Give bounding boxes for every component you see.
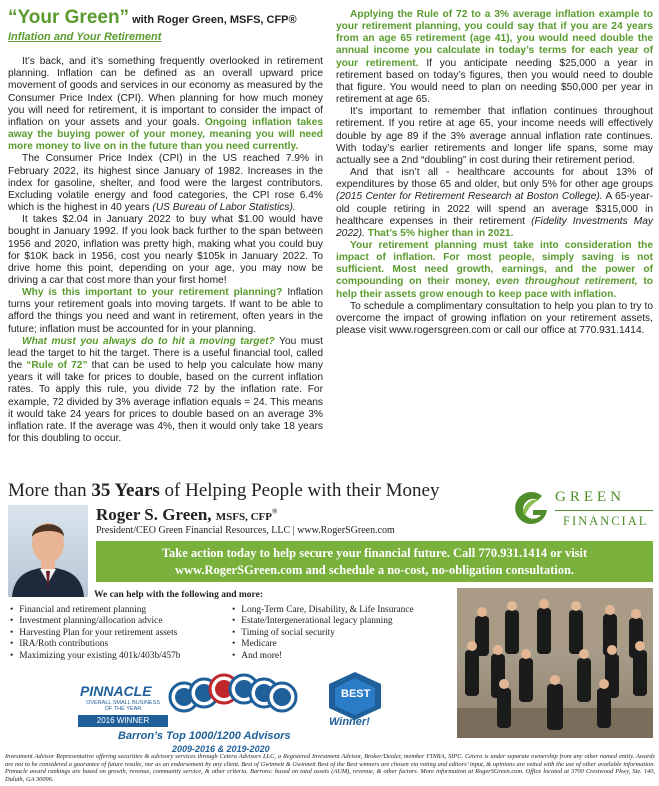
paragraph-4-question: Why is this important to your retirement planning? — [22, 287, 283, 299]
barrons-line: Barron’s Top 1000/1200 Advisors — [118, 730, 291, 742]
services-list-left — [10, 605, 181, 662]
paragraph-5 — [8, 336, 323, 445]
ad-headline-years: 35 Years — [91, 480, 160, 501]
disclaimer: Investment Advisor Representative offering securities & advisory services through Cetera Advisors LLC, a Registered Investment Advisor, Broker/Dealer, member FINRA, SIPC. Cetera is under separate ownership from any other named entity. Awards are not to be considered a guarantee of future results, nor as an endorsement by any client. Best of Gwinnett & Gwinnett Best of the Best winners are chosen via voting and editors’ input, & opinions are vetted with the use of other available information. Pinnacle award rankings are based on growth, revenue, community service, & other criteria. Barrons: based on total assets (AUM), revenue, & other factors. More information at RogerSGreen.com. Office located at 3700 Crestwood Pkwy, Ste. 140, Duluth, GA 30096. — [5, 753, 655, 783]
service-item: • Maximizing your existing 401k/403b/457b — [10, 651, 181, 662]
contact-credentials-mark: ® — [272, 507, 278, 516]
pinnacle-bar: 2016 WINNER — [78, 715, 168, 727]
services-heading: We can help with the following and more: — [94, 590, 263, 600]
paragraph-8 — [336, 167, 653, 240]
rule-of-72: “Rule of 72” — [26, 360, 88, 372]
article-subtitle: Inflation and Your Retirement — [8, 31, 162, 43]
paragraph-1 — [8, 56, 323, 153]
paragraph-3: It takes $2.04 in January 2022 to buy what $1.00 would have bought in January 1992. If you look back further to the span between 1956 and 2020, inflation was pretty high, making what you could buy for $10K back in 1956, cost you nearly $105k in January 2022. To drive home this point, depending on your age, you may now be driving a car that cost more than your first home! — [8, 214, 323, 286]
paragraph-2 — [8, 153, 323, 214]
paragraph-8-source-1: (2015 Center for Retirement Research at Boston College). — [336, 191, 603, 203]
best-badge-text: BEST — [341, 688, 371, 700]
paragraph-4 — [8, 287, 323, 336]
service-item: • Estate/Intergenerational legacy planning — [232, 616, 414, 627]
headshot-photo — [8, 505, 88, 597]
contact-name — [96, 505, 277, 525]
paragraph-6-highlight: Applying the Rule of 72 to a 3% average inflation example to your retirement planning, you could say that if you are 24 years from an age 65 retirement (age 41), you would need double the annual income you calculate in today’s terms for each year of your retirement. — [336, 9, 653, 69]
paragraph-8-text-a: And that isn’t all - healthcare accounts for about 13% of expenditures by those 65 and older, but only 5% for other age groups — [336, 167, 653, 191]
ad-headline-a: More than — [8, 480, 87, 501]
service-item: • And more! — [232, 651, 414, 662]
article-title: “Your Green” — [8, 7, 130, 28]
paragraph-8-text-b: A 65-year-old couple retiring in 2022 will spend an average $315,000 in healthcare expenses in their retirement — [336, 191, 653, 227]
cta-banner — [96, 541, 653, 582]
pinnacle-award-badge — [78, 680, 168, 728]
paragraph-6-text: If you anticipate needing $25,000 a year in retirement based on today’s figures, then you would need to double that figure. You would need to plan on needing $50,000 per year in retirement at age 65. — [336, 57, 653, 106]
pinnacle-word: PINNACLE — [80, 683, 152, 699]
ad-headline — [8, 480, 439, 502]
green-financial-logo — [511, 488, 653, 534]
service-item: • IRA/Roth contributions — [10, 639, 181, 650]
service-item: • Timing of social security — [232, 628, 414, 639]
logo-divider — [555, 510, 653, 511]
article-right-column — [336, 9, 653, 337]
barrons-years: 2009-2016 & 2019-2020 — [172, 744, 270, 754]
paragraph-5-text-a: You must lead the target to hit the target. There is a useful financial tool, called the — [8, 335, 323, 372]
article-byline: with Roger Green, MSFS, CFP® — [132, 14, 297, 26]
paragraph-10: To schedule a complimentary consultation to help you plan to try to overcome the impact of growing inflation on your retirement assets, please visit www.rogersgreen.com or call our office at 770.931.1414. — [336, 300, 653, 337]
cta-banner-line1: Take action today to help secure your financial future. Call 770.931.1414 or visit — [161, 546, 588, 560]
paragraph-5-text-b: that can be used to help you calculate how many years it will take for prices to double, based on the current inflation rates. To apply this rule, you divide 72 by the inflation rate. For example, 72 divided by 3% average inflation equals = 24. This means it would take 24 years for prices to double based on an average 3% inflation rate. If the average was 4%, then it would only take 18 years for this doubling to occur. — [8, 360, 323, 444]
contact-title: President/CEO Green Financial Resources, LLC | www.RogerSGreen.com — [96, 525, 395, 536]
services-list-right — [232, 605, 414, 662]
service-item: • Harvesting Plan for your retirement assets — [10, 628, 181, 639]
contact-credentials: MSFS, CFP — [215, 511, 273, 523]
paragraph-9 — [336, 240, 653, 301]
paragraph-1-text: It’s back, and it’s something frequently overlooked in retirement planning. Inflation can be defined as an overall upward price movement of goods and services in our economy as measured by the Consumer Price Index (CPI). When planning for how much money you will need for retirement, it is important to consider the impact of inflation on your assets and your goals. — [8, 56, 323, 128]
paragraph-5-question: What must you always do to hit a moving target? — [22, 335, 275, 347]
service-item: • Financial and retirement planning — [10, 605, 181, 616]
service-item: • Long-Term Care, Disability, & Life Insurance — [232, 605, 414, 616]
paragraph-4-text: Inflation turns your retirement goals into moving targets. If want to be able to afford the things you need and want in retirement, often years in the future; inflation must be accounted for in your planning. — [8, 287, 323, 335]
best-of-gwinnett-badge — [323, 670, 387, 732]
team-group-photo — [457, 588, 653, 738]
person-portrait-icon — [8, 505, 88, 597]
pinnacle-sub: OVERALL SMALL BUSINESS OF THE YEAR — [86, 700, 160, 712]
paragraph-9-highlight-italic: even throughout retirement, — [495, 276, 638, 288]
paragraph-1-highlight: Ongoing inflation takes away the buying power of your money, meaning you will need more money to live on in the future than you need currently. — [8, 116, 323, 153]
paragraph-7: It’s important to remember that inflation continues throughout retirement. If you retire at age 65, your income needs will effectively double by age 89 if the 3% average annual inflation rate continues. With today’s earlier retirements and longer life spans, some may actually see a 2nd “doubling” in cost during their retirement period. — [336, 106, 653, 166]
ad-headline-c: of Helping People with their Money — [164, 480, 440, 501]
paragraph-2-text: The Consumer Price Index (CPI) in the US reached 7.9% in February 2022, its highest since January of 1982. Increases in the index for gasoline, shelter, and food were the largest contributors. Excluding volatile energy and food categories, the CPI rose 6.4% which is the highest in 40 years — [8, 153, 323, 214]
contact-name-text: Roger S. Green, — [96, 505, 212, 524]
article-header — [8, 8, 323, 31]
best-winner-text: Winner! — [329, 716, 370, 728]
g-leaf-icon — [511, 488, 551, 528]
paragraph-9-highlight-b: to help their assets grow enough to keep pace with inflation. — [336, 276, 653, 300]
paragraph-2-source: (US Bureau of Labor Statistics). — [152, 202, 296, 214]
paragraph-6 — [336, 9, 653, 106]
paragraph-8-highlight: That’s 5% higher than in 2021. — [367, 227, 514, 239]
team-photo-icon — [457, 588, 653, 738]
logo-sub: FINANCIAL — [563, 514, 649, 528]
cta-banner-line2: www.RogerSGreen.com and schedule a no-cost, no-obligation consultation. — [174, 563, 575, 577]
article-left-column — [8, 8, 323, 445]
service-item: • Medicare — [232, 639, 414, 650]
paragraph-8-source-2: (Fidelity Investments May 2022). — [336, 215, 653, 239]
paragraph-9-highlight-a: Your retirement planning must take into consideration the impact of inflation. For most people, simply saving is not sufficient. Most need growth, earnings, and the power of compounding on their money, — [336, 239, 653, 288]
logo-word: GREEN — [555, 489, 625, 505]
service-item: • Investment planning/allocation advice — [10, 616, 181, 627]
barrons-award-seals — [168, 666, 298, 728]
